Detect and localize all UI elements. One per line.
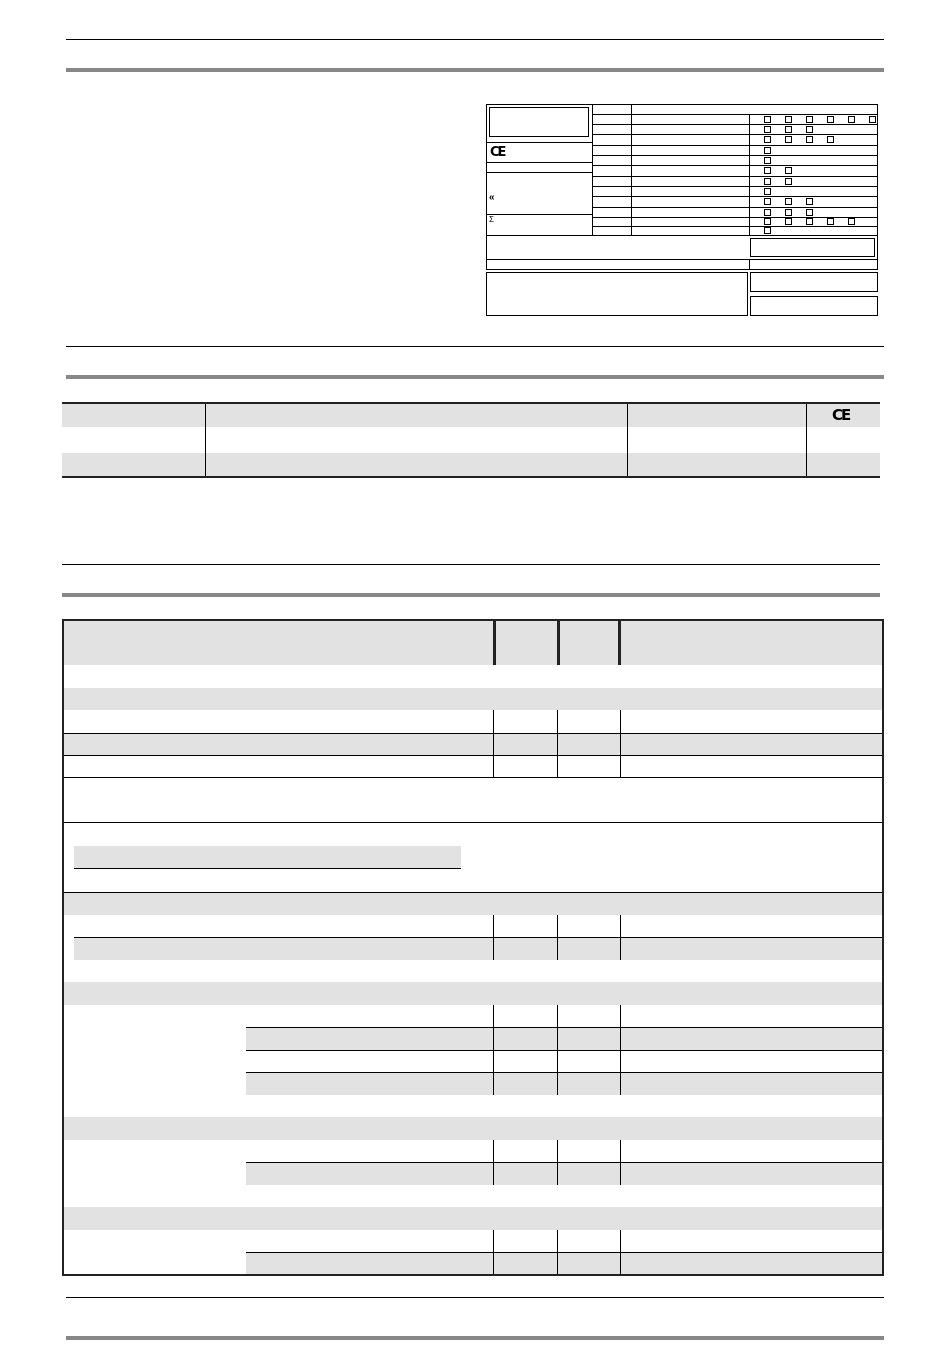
checkbox[interactable]	[785, 136, 792, 143]
ce-mark-icon: CE	[832, 406, 850, 424]
table-row	[246, 1027, 882, 1050]
checkbox[interactable]	[764, 157, 771, 164]
table-row	[74, 915, 882, 937]
label-code-box-1	[750, 272, 878, 292]
checkbox[interactable]	[785, 209, 792, 216]
label-notes-box	[486, 272, 748, 316]
table-row	[62, 453, 880, 476]
checkbox[interactable]	[785, 167, 792, 174]
section2-rule-top	[66, 346, 884, 347]
checkbox[interactable]	[806, 209, 813, 216]
table-row	[246, 1072, 882, 1095]
checkbox[interactable]	[785, 178, 792, 185]
table-row	[246, 1252, 882, 1274]
checkbox[interactable]	[785, 198, 792, 205]
table-row	[64, 755, 882, 778]
checkbox[interactable]	[764, 126, 771, 133]
checkbox[interactable]	[827, 218, 834, 225]
notes-block	[64, 778, 882, 823]
header-rule-thick	[66, 68, 884, 72]
checkbox[interactable]	[764, 167, 771, 174]
footer-rule-thick	[66, 1336, 884, 1340]
checkbox[interactable]	[848, 218, 855, 225]
checkbox[interactable]	[806, 136, 813, 143]
label-code-box-2	[750, 296, 878, 316]
checkbox[interactable]	[848, 116, 855, 123]
checkbox[interactable]	[764, 178, 771, 185]
specifications-table	[62, 619, 884, 1276]
sigma-icon: Σ	[489, 215, 494, 224]
label-name-box	[489, 107, 589, 137]
group-header	[64, 688, 882, 710]
ordering-table	[62, 402, 880, 478]
checkbox[interactable]	[785, 116, 792, 123]
checkbox[interactable]	[806, 116, 813, 123]
table-row	[74, 937, 882, 960]
group-header	[64, 1207, 882, 1230]
checkbox[interactable]	[764, 198, 771, 205]
section3-rule-thick	[62, 593, 880, 597]
label-value-box	[750, 238, 875, 257]
checkbox[interactable]	[806, 126, 813, 133]
checkbox[interactable]	[827, 136, 834, 143]
checkbox[interactable]	[764, 147, 771, 154]
table-header	[62, 404, 880, 427]
inline-subtable-header	[74, 846, 461, 869]
checkbox[interactable]	[764, 188, 771, 195]
checkbox[interactable]	[827, 116, 834, 123]
table-row	[246, 1162, 882, 1185]
table-row	[64, 733, 882, 755]
footer-rule-top	[66, 1297, 884, 1298]
table-row	[64, 710, 882, 733]
checkbox[interactable]	[869, 116, 876, 123]
group-header	[64, 982, 882, 1005]
checkbox[interactable]	[785, 218, 792, 225]
group-header	[64, 892, 882, 915]
checkbox[interactable]	[764, 136, 771, 143]
table-row	[246, 1005, 882, 1027]
table-header	[64, 621, 882, 665]
checkbox[interactable]	[764, 209, 771, 216]
checkbox[interactable]	[806, 218, 813, 225]
table-row	[246, 1140, 882, 1162]
section3-rule-top	[62, 564, 880, 565]
table-row	[246, 1050, 882, 1072]
header-rule-top	[66, 39, 884, 40]
product-label-panel	[486, 104, 878, 316]
ce-mark-icon: CE	[490, 145, 505, 160]
table-row	[246, 1230, 882, 1252]
checkbox[interactable]	[764, 218, 771, 225]
checkbox[interactable]	[785, 126, 792, 133]
checkbox[interactable]	[764, 116, 771, 123]
table-row	[62, 427, 880, 453]
small-mark-icon: «	[489, 192, 495, 203]
section2-rule-thick	[66, 375, 884, 379]
checkbox[interactable]	[806, 198, 813, 205]
group-header	[64, 1117, 882, 1140]
checkbox[interactable]	[764, 227, 771, 234]
